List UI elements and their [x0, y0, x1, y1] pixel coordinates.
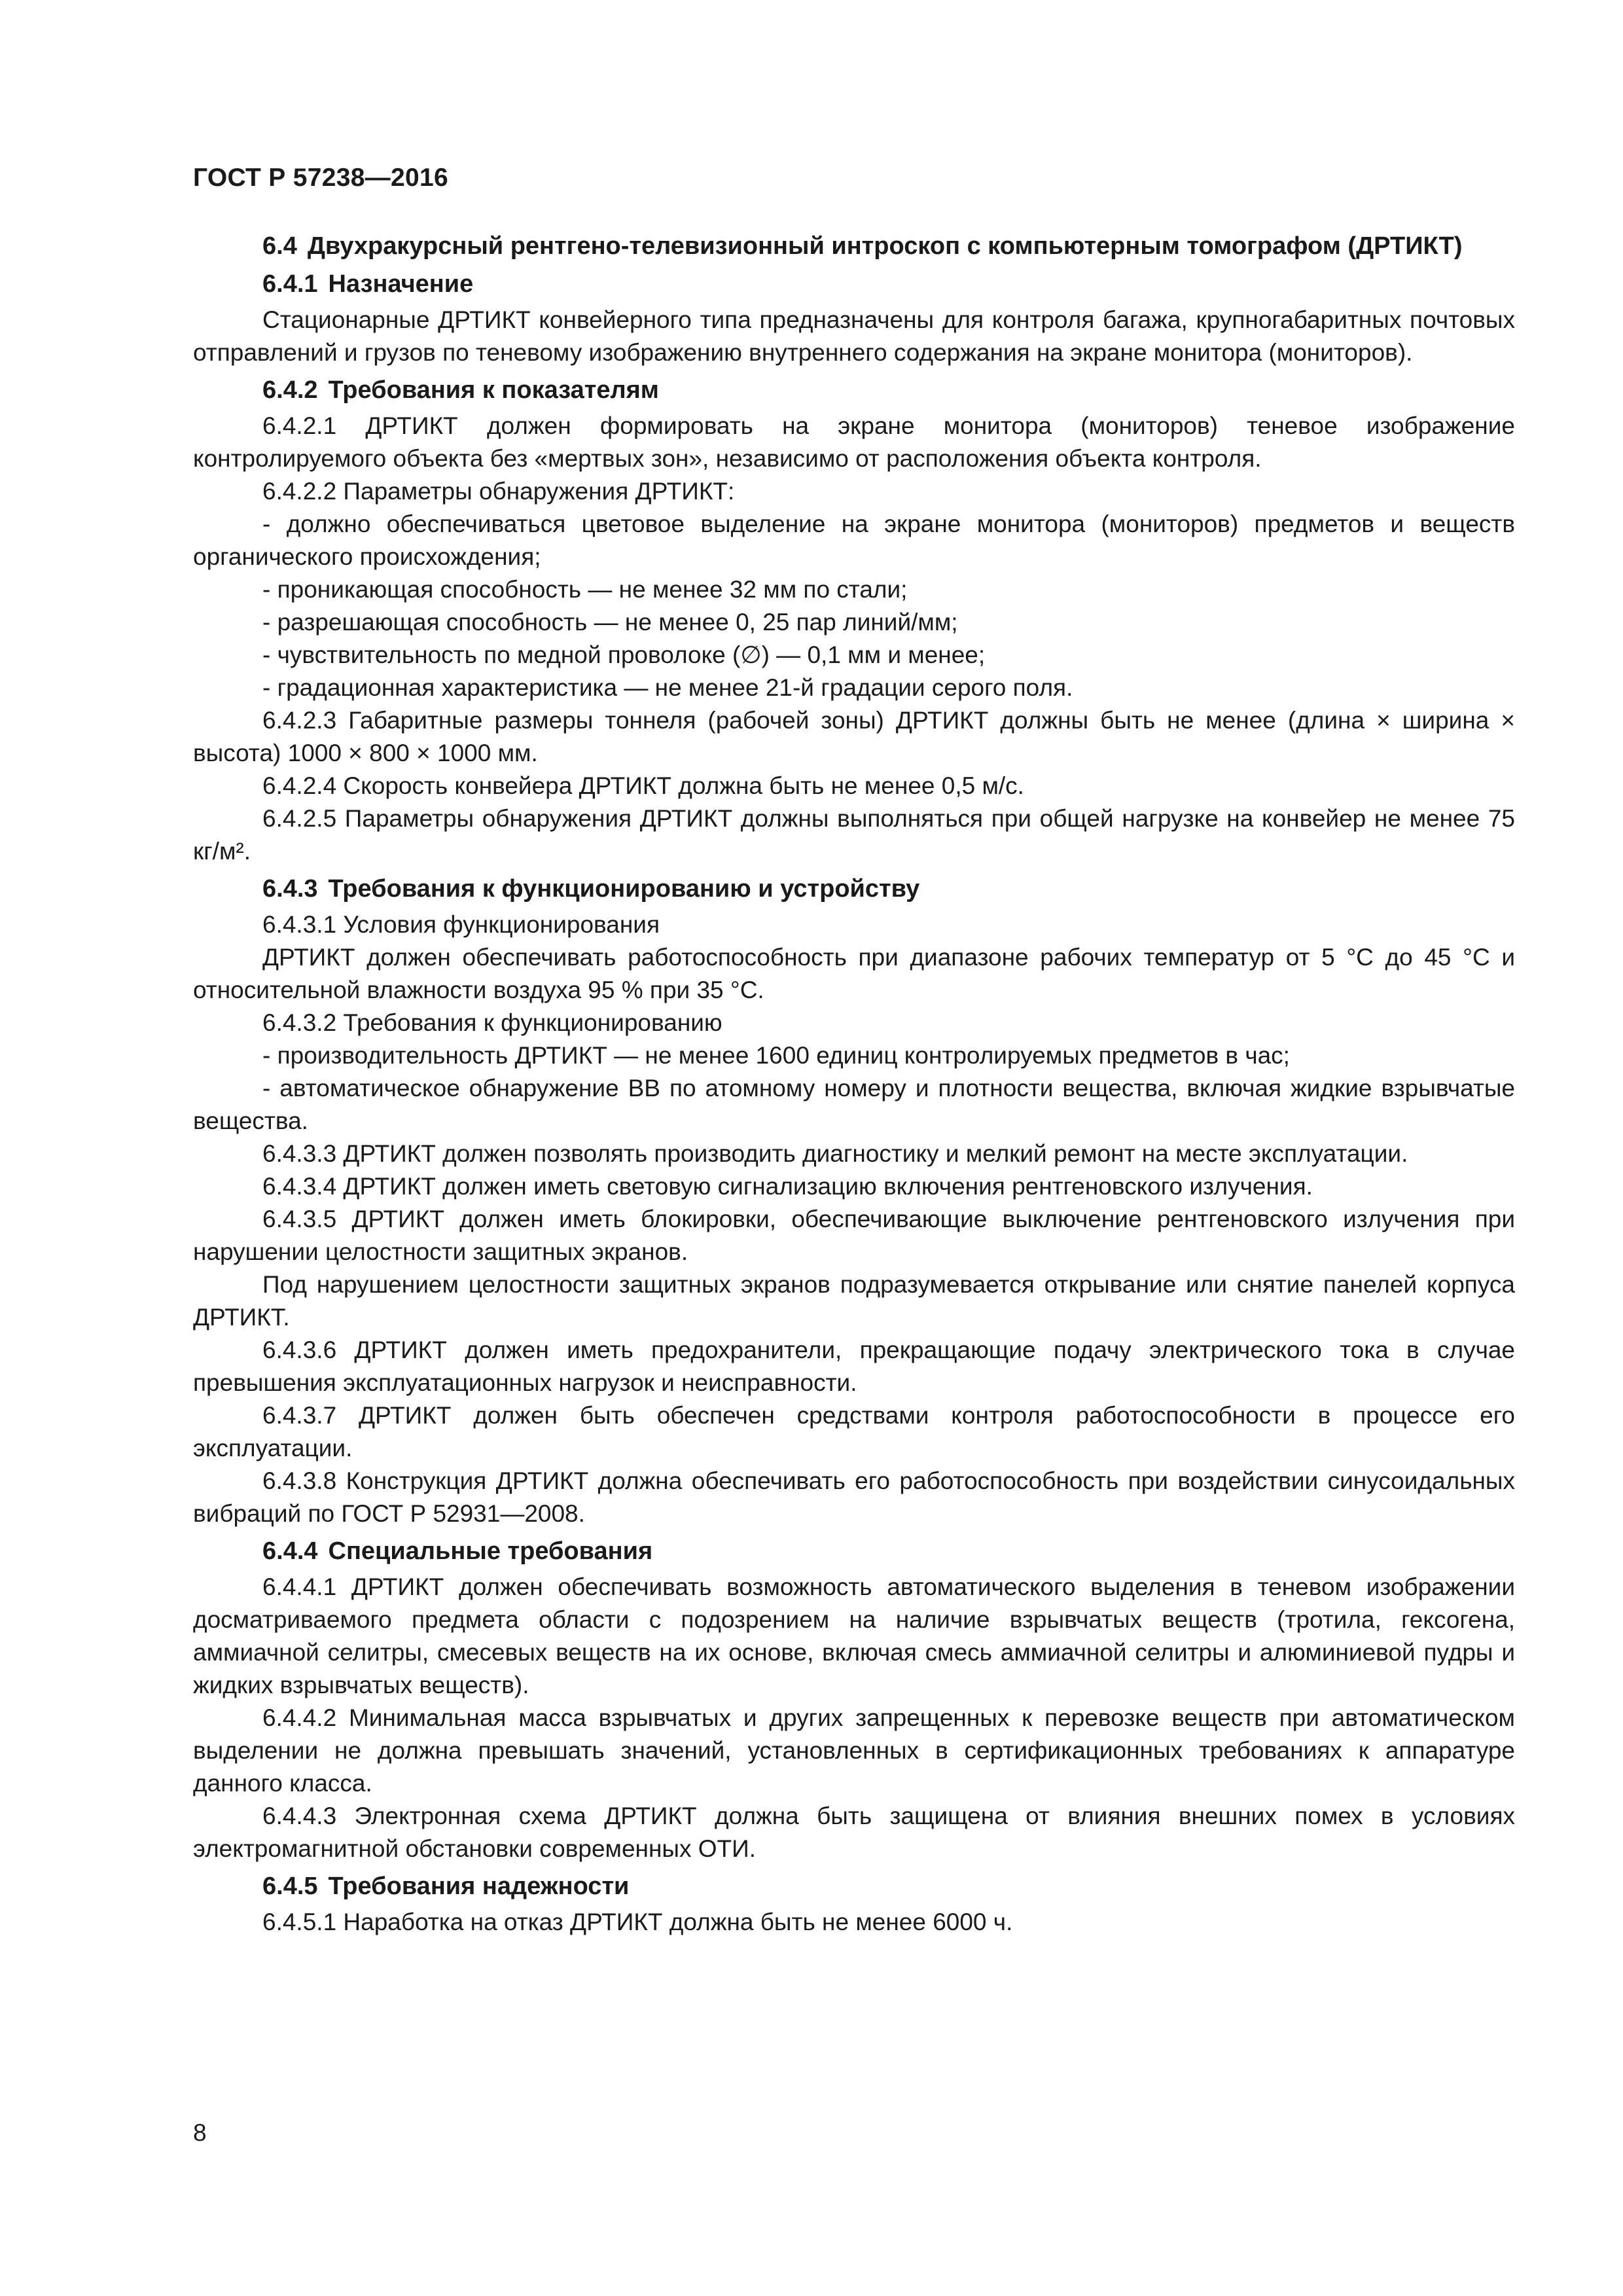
paragraph: - должно обеспечиваться цветовое выделение на экране монитора (мониторов) предметов и веществ органического происхождения;: [193, 511, 1515, 570]
paragraph: 6.4.3.4 ДРТИКТ должен иметь световую сигнализацию включения рентгеновского излучения.: [262, 1173, 1313, 1200]
document-body: [193, 229, 1515, 1939]
subsection-heading: [193, 872, 1515, 906]
subsection-number: 6.4.2: [262, 376, 318, 404]
subsection-title: Требования к функционированию и устройству: [328, 875, 920, 903]
paragraph: Стационарные ДРТИКТ конвейерного типа предназначены для контроля багажа, крупногабаритных почтовых отправлений и грузов по теневому изображению внутреннего содержания на экране монитора (мониторов).: [193, 306, 1515, 366]
paragraph: 6.4.3.6 ДРТИКТ должен иметь предохранители, прекращающие подачу электрического тока в случае превышения эксплуатационных нагрузок и неисправности.: [193, 1336, 1515, 1396]
paragraph: ДРТИКТ должен обеспечивать работоспособность при диапазоне рабочих температур от 5 °С до 45 °С и относительной влажности воздуха 95 % при 35 °С.: [193, 944, 1515, 1003]
paragraph: - чувствительность по медной проволоке (∅) — 0,1 мм и менее;: [262, 641, 986, 668]
paragraph: - разрешающая способность — не менее 0, 25 пар линий/мм;: [262, 609, 958, 636]
subsection-heading: [193, 1534, 1515, 1568]
subsection-number: 6.4.5: [262, 1873, 318, 1900]
subsection-heading: [193, 267, 1515, 301]
paragraph: 6.4.3.7 ДРТИКТ должен быть обеспечен средствами контроля работоспособности в процессе его эксплуатации.: [193, 1402, 1515, 1462]
document-code-header: ГОСТ Р 57238—2016: [193, 164, 448, 192]
subsection-number: 6.4.1: [262, 270, 318, 298]
paragraph: - производительность ДРТИКТ — не менее 1600 единиц контролируемых предметов в час;: [262, 1042, 1290, 1069]
section-number: 6.4: [262, 232, 297, 260]
section-heading: [193, 229, 1515, 263]
subsection-title: Специальные требования: [328, 1537, 653, 1565]
paragraph: 6.4.3.5 ДРТИКТ должен иметь блокировки, обеспечивающие выключение рентгеновского излучения при нарушении целостности защитных экранов.: [193, 1206, 1515, 1265]
paragraph: 6.4.3.8 Конструкция ДРТИКТ должна обеспечивать его работоспособность при воздействии синусоидальных вибраций по ГОСТ Р 52931—2008.: [193, 1467, 1515, 1527]
paragraph: 6.4.4.1 ДРТИКТ должен обеспечивать возможность автоматического выделения в теневом изображении досматриваемого предмета области с подозрением на наличие взрывчатых веществ (тротила, гексогена, аммиачной селитры, смесевых веществ на их основе, включая смесь аммиачной селитры и алюминиевой пудры и жидких взрывчатых веществ).: [193, 1573, 1515, 1698]
paragraph: Под нарушением целостности защитных экранов подразумевается открывание или снятие панелей корпуса ДРТИКТ.: [193, 1271, 1515, 1331]
paragraph: 6.4.2.5 Параметры обнаружения ДРТИКТ должны выполняться при общей нагрузке на конвейер не менее 75 кг/м².: [193, 805, 1515, 865]
paragraph: 6.4.2.4 Скорость конвейера ДРТИКТ должна быть не менее 0,5 м/с.: [262, 772, 1024, 799]
paragraph: 6.4.4.3 Электронная схема ДРТИКТ должна быть защищена от влияния внешних помех в условиях электромагнитной обстановки современных ОТИ.: [193, 1803, 1515, 1862]
paragraph: 6.4.3.3 ДРТИКТ должен позволять производить диагностику и мелкий ремонт на месте эксплуатации.: [262, 1140, 1408, 1167]
paragraph: - автоматическое обнаружение ВВ по атомному номеру и плотности вещества, включая жидкие взрывчатые вещества.: [193, 1075, 1515, 1134]
subsection-number: 6.4.3: [262, 875, 318, 903]
paragraph: 6.4.4.2 Минимальная масса взрывчатых и других запрещенных к перевозке веществ при автоматическом выделении не должна превышать значений, установленных в сертификационных требованиях к аппаратуре данного класса.: [193, 1704, 1515, 1797]
paragraph: 6.4.3.1 Условия функционирования: [262, 911, 660, 938]
paragraph: 6.4.2.1 ДРТИКТ должен формировать на экране монитора (мониторов) теневое изображение контролируемого объекта без «мертвых зон», независимо от расположения объекта контроля.: [193, 412, 1515, 472]
section-title: Двухракурсный рентгено-телевизионный интроскоп с компьютерным томографом (ДРТИКТ): [307, 232, 1463, 260]
subsection-title: Требования к показателям: [328, 376, 659, 404]
subsection-heading: [193, 1869, 1515, 1903]
paragraph: 6.4.3.2 Требования к функционированию: [262, 1009, 722, 1036]
paragraph: 6.4.2.3 Габаритные размеры тоннеля (рабочей зоны) ДРТИКТ должны быть не менее (длина × ширина × высота) 1000 × 800 × 1000 мм.: [193, 707, 1515, 766]
subsection-title: Требования надежности: [328, 1873, 630, 1900]
page-number: 8: [193, 2119, 207, 2146]
paragraph: - градационная характеристика — не менее 21-й градации серого поля.: [262, 674, 1073, 701]
paragraph: - проникающая способность — не менее 32 мм по стали;: [262, 576, 908, 603]
paragraph: 6.4.2.2 Параметры обнаружения ДРТИКТ:: [262, 478, 735, 505]
subsection-number: 6.4.4: [262, 1537, 318, 1565]
subsection-heading: [193, 373, 1515, 407]
subsection-title: Назначение: [328, 270, 474, 298]
paragraph: 6.4.5.1 Наработка на отказ ДРТИКТ должна быть не менее 6000 ч.: [262, 1909, 1013, 1935]
